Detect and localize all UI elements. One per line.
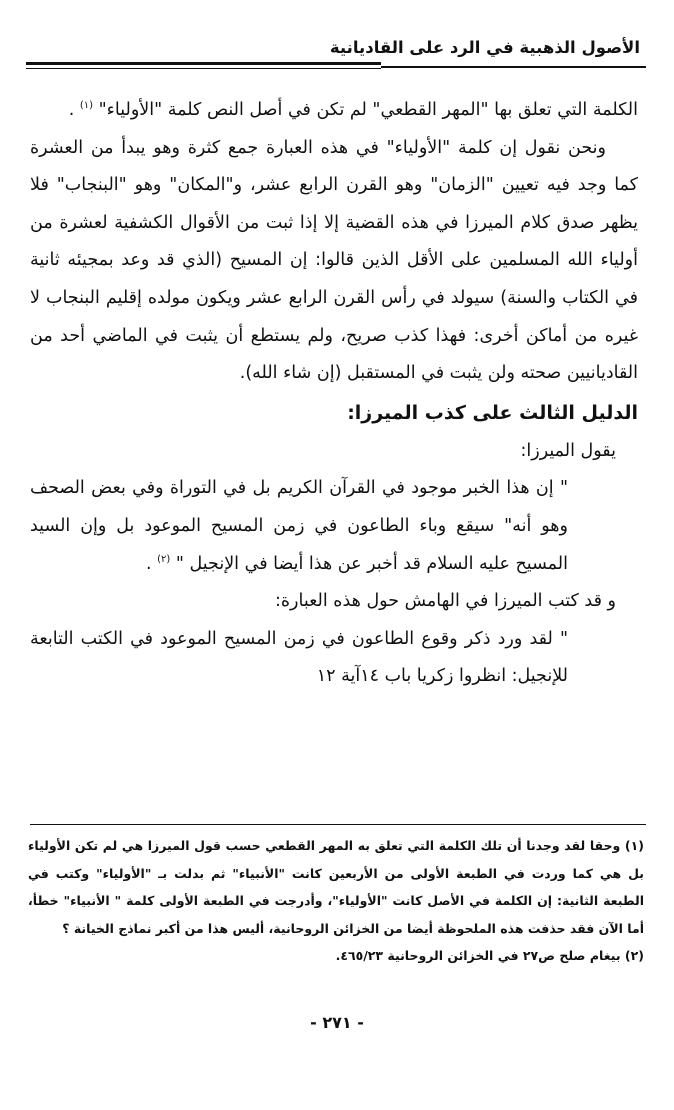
footnote-2: (٢) بيغام صلح ص٢٧ في الخزائن الروحانية ٤٦٥/٢٣. [335, 948, 644, 964]
running-title: الأصول الذهبية في الرد على القاديانية [329, 38, 640, 57]
quote-1 [30, 470, 568, 583]
header-title-underline [381, 66, 646, 68]
paragraph-2: ونحن نقول إن كلمة "الأولياء" في هذه العبارة جمع كثرة وهو يبدأ من العشرة كما وجد فيه تعيين "الزمان" وهو القرن الرابع عشر، و"المكان" وهو "البنجاب" فلا يظهر صدق كلام الميرزا في هذه القضية إلا إذا ثبت من الأقوال الكشفية لعشرة من أولياء الله المسلمين على الأقل الذين قالوا: إن المسيح (الذي قد وعد بمجيئه ثانية في الكتاب والسنة) سيولد في رأس القرن الرابع عشر ويكون مولده إقليم البنجاب لا غيره من أماكن أخرى: فهذا كذب صريح، ولم يستطع أن يثبت في الماضي أحد من القاديانيين صحته ولن يثبت في المستقبل (إن شاء الله). [30, 137, 638, 384]
header-rule-thick [26, 62, 381, 65]
paragraph-1-text: الكلمة التي تعلق بها "المهر القطعي" لم تكن في أصل النص كلمة "الأولياء" [98, 100, 638, 120]
footnote-1: (١) وحقا لقد وجدنا أن تلك الكلمة التي تعلق به المهر القطعي حسب قول الميرزا هي لم تكن الأولياء بل هي كما وردت في الطبعة الأولى من الأربعين كانت "الأنبياء" ثم بدلت بـ "الأولياء" وكتب في الطبعة الثانية: إن الكلمة في الأصل كانت "الأولياء"، وأدرجت في الطبعة الأولى كلمة " الأنبياء" خطأ، أما الآن فقد حذفت هذه الملحوظة أيضا من الخزائن الروحانية، أليس هذا من أكبر نماذج الخيانة ؟ [28, 838, 644, 936]
section-heading: الدليل الثالث على كذب الميرزا: [347, 401, 638, 424]
footnotes [28, 832, 644, 970]
quote-1-end: . [145, 553, 152, 574]
paragraph-3: و قد كتب الميرزا في الهامش حول هذه العبارة: [274, 591, 616, 612]
page-number: - ٢٧١ - [310, 1013, 364, 1032]
mirza-says: يقول الميرزا: [520, 440, 616, 461]
quote-1-text: " إن هذا الخبر موجود في القرآن الكريم بل في التوراة وفي بعض الصحف وهو أنه" سيقع وباء الطاعون في زمن المسيح الموعود بل وإن السيد المسيح عليه السلام قد أخبر عن هذا أيضا في الإنجيل " [30, 478, 568, 574]
page-header [26, 36, 646, 76]
quote-2: " لقد ورد ذكر وقوع الطاعون في زمن المسيح الموعود في الكتب التابعة للإنجيل: انظروا زكريا باب ١٤آية ١٢ [30, 628, 568, 687]
footnote-divider [30, 824, 646, 825]
paragraph-1-end: . [68, 100, 75, 120]
header-rule-thin [26, 68, 381, 69]
main-text [30, 92, 638, 696]
footnote-ref-2: (٢) [157, 553, 171, 565]
paragraph-1 [30, 92, 638, 130]
footnote-ref-1: (١) [79, 100, 94, 112]
